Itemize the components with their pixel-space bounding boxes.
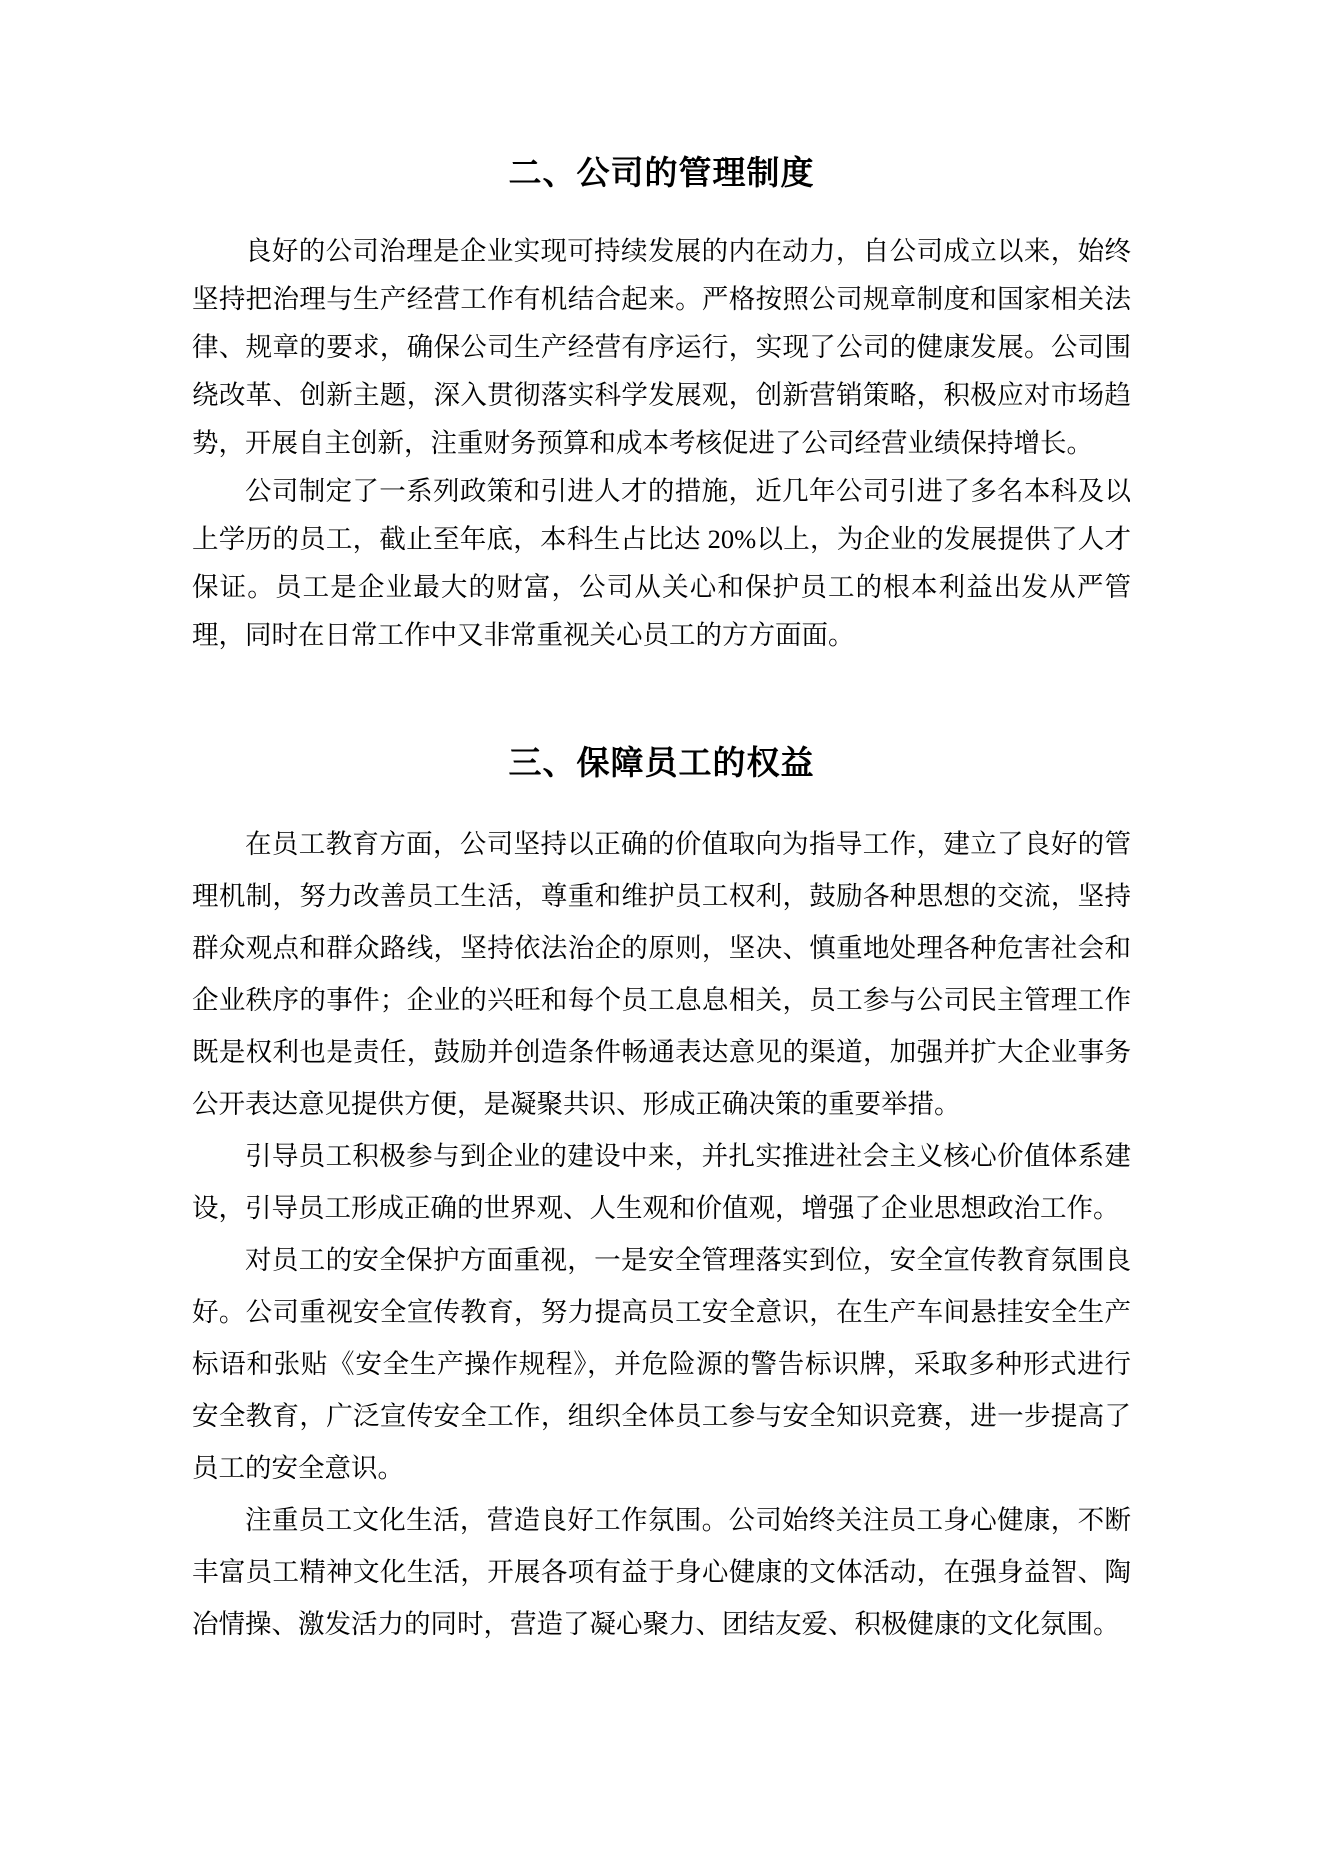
- paragraph-cultural-life: 注重员工文化生活，营造良好工作氛围。公司始终关注员工身心健康，不断丰富员工精神文化生活，开展各项有益于身心健康的文体活动，在强身益智、陶冶情操、激发活力的同时，营造了凝心聚力、团结友爱、积极健康的文化氛围。: [192, 1505, 1131, 1639]
- paragraph-employee-education: 在员工教育方面，公司坚持以正确的价值取向为指导工作，建立了良好的管理机制，努力改善员工生活，尊重和维护员工权利，鼓励各种思想的交流，坚持群众观点和群众路线，坚持依法治企的原则，坚决、慎重地处理各种危害社会和企业秩序的事件；企业的兴旺和每个员工息息相关，员工参与公司民主管理工作既是权利也是责任，鼓励并创造条件畅通表达意见的渠道，加强并扩大企业事务公开表达意见提供方便，是凝聚共识、形成正确决策的重要举措。: [192, 829, 1131, 1119]
- section-management-system: [192, 152, 1131, 659]
- section-heading-management-system: 二、公司的管理制度: [508, 156, 815, 192]
- section-employee-rights: [192, 742, 1131, 1650]
- paragraph-governance: 良好的公司治理是企业实现可持续发展的内在动力，自公司成立以来，始终坚持把治理与生产经营工作有机结合起来。严格按照公司规章制度和国家相关法律、规章的要求，确保公司生产经营有序运行，实现了公司的健康发展。公司围绕改革、创新主题，深入贯彻落实科学发展观，创新营销策略，积极应对市场趋势，开展自主创新，注重财务预算和成本考核促进了公司经营业绩保持增长。: [192, 236, 1131, 458]
- section-heading-employee-rights: 三、保障员工的权益: [508, 746, 815, 782]
- paragraph-core-values: 引导员工积极参与到企业的建设中来，并扎实推进社会主义核心价值体系建设，引导员工形成正确的世界观、人生观和价值观，增强了企业思想政治工作。: [192, 1141, 1131, 1223]
- paragraph-talent-policy: 公司制定了一系列政策和引进人才的措施，近几年公司引进了多名本科及以上学历的员工，截止至年底，本科生占比达 20%以上，为企业的发展提供了人才保证。员工是企业最大的财富，公司从关心和保护员工的根本利益出发从严管理，同时在日常工作中又非常重视关心员工的方方面面。: [192, 476, 1131, 650]
- paragraph-safety-protection: 对员工的安全保护方面重视，一是安全管理落实到位，安全宣传教育氛围良好。公司重视安全宣传教育，努力提高员工安全意识，在生产车间悬挂安全生产标语和张贴《安全生产操作规程》，并危险源的警告标识牌，采取多种形式进行安全教育，广泛宣传安全工作，组织全体员工参与安全知识竞赛，进一步提高了员工的安全意识。: [192, 1245, 1131, 1483]
